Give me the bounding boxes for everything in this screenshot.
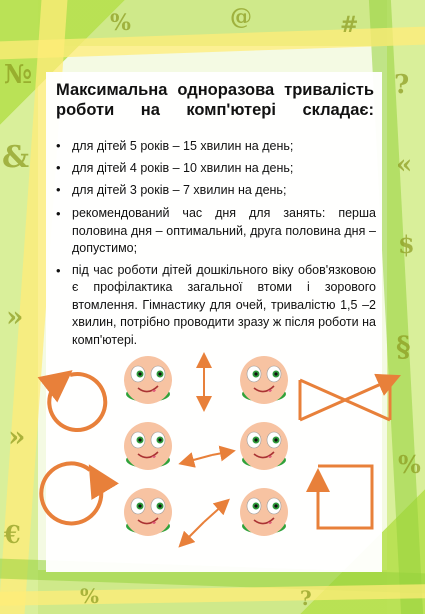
decor-glyph-icon: §: [396, 330, 411, 363]
square-arrow-icon: [318, 466, 372, 528]
title-line-1: Максимальна одноразова тривалість: [56, 81, 374, 99]
face-icon: [240, 356, 288, 404]
decor-glyph-icon: &: [2, 140, 30, 175]
title-line-2: роботи на комп'ютері складає:: [56, 101, 374, 119]
circle-cw-arrow-icon: [49, 374, 105, 430]
decor-glyph-icon: »: [6, 300, 24, 333]
decor-glyph-icon: %: [398, 450, 421, 479]
face-icon: [240, 488, 288, 536]
decor-glyph-icon: »: [8, 420, 26, 453]
decor-glyph-icon: «: [396, 150, 413, 180]
face-icon: [124, 488, 172, 536]
face-icon: [124, 422, 172, 470]
decor-glyph-icon: ?: [300, 586, 312, 610]
list-item: • рекомендований час дня для занять: перша половина дня – оптимальний, друга половина дня – допустимо;: [54, 205, 376, 258]
list-item: • під час роботи дітей дошкільного віку обов'язковою є профілактика загальної втоми і зорового втомлення. Гімнастику для очей, тривалістю 1,5 –2 хвилин, потрібно проводити зразу ж після роботи на комп'ютері.: [54, 262, 376, 350]
list-item: • для дітей 4 років – 10 хвилин на день;: [54, 160, 376, 176]
decor-glyph-icon: %: [80, 584, 100, 608]
decor-glyph-icon: $: [398, 230, 415, 259]
bowtie-arrow-icon: [300, 380, 390, 420]
circle-ccw-arrow-icon: [41, 463, 101, 523]
decor-glyph-icon: ?: [394, 70, 410, 100]
decor-glyph-icon: @: [230, 4, 252, 30]
face-icon: [240, 422, 288, 470]
decor-glyph-icon: №: [4, 60, 33, 90]
decor-glyph-icon: %: [110, 10, 131, 36]
list-item: • для дітей 3 років – 7 хвилин на день;: [54, 182, 376, 198]
list-item: • для дітей 5 років – 15 хвилин на день;: [54, 138, 376, 154]
decor-glyph-icon: €: [4, 520, 21, 549]
face-icon: [124, 356, 172, 404]
decor-glyph-icon: #: [340, 12, 359, 38]
horizontal-arrow-icon: [186, 452, 228, 462]
diagonal-arrow-icon: [184, 504, 224, 542]
